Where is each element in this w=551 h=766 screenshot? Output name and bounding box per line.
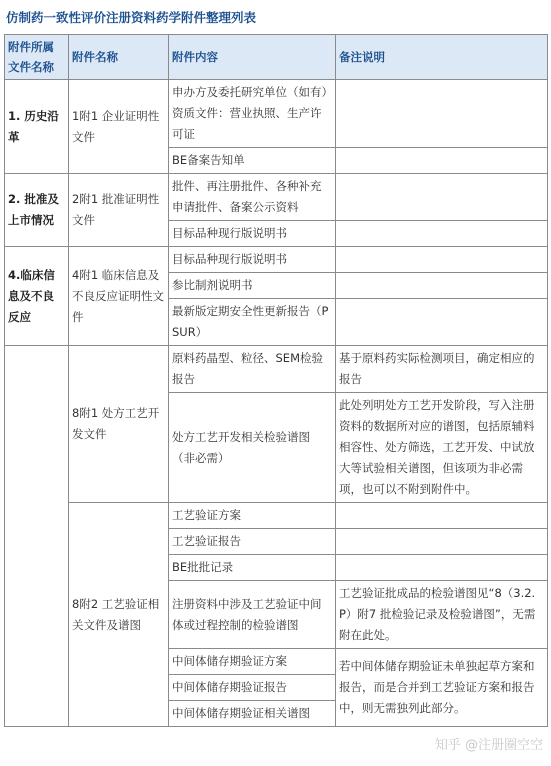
content-cell: 中间体储存期验证报告: [169, 675, 336, 701]
table-row: [5, 174, 548, 221]
content-cell: 目标品种现行版说明书: [169, 247, 336, 273]
note-cell: [336, 299, 548, 346]
content-cell: 目标品种现行版说明书: [169, 221, 336, 247]
group-name-cell: 4.临床信息及不良反应: [5, 247, 69, 346]
note-cell: 若中间体储存期验证未单独起草方案和报告，而是合并到工艺验证方案和报告中，则无需独列此部分。: [336, 649, 548, 727]
group-name-cell: [5, 346, 69, 727]
note-cell: 此处列明处方工艺开发阶段，写入注册资料的数据所对应的谱图，包括原辅料相容性、处方筛选，工艺开发、中试放大等试验相关谱图，但该项为非必需项，也可以不附到附件中。: [336, 393, 548, 503]
header-cell-attachment-name: 附件名称: [69, 35, 169, 80]
note-cell: [336, 529, 548, 555]
group-name-cell: 2. 批准及上市情况: [5, 174, 69, 247]
content-cell: 中间体储存期验证方案: [169, 649, 336, 675]
content-cell: 中间体储存期验证相关谱图: [169, 701, 336, 727]
content-cell: 注册资料中涉及工艺验证中间体或过程控制的检验谱图: [169, 581, 336, 649]
group-name-cell: 1. 历史沿革: [5, 80, 69, 174]
note-cell: [336, 555, 548, 581]
note-cell: [336, 221, 548, 247]
note-cell: [336, 503, 548, 529]
table-row: [5, 346, 548, 393]
content-cell: 工艺验证报告: [169, 529, 336, 555]
note-cell: [336, 174, 548, 221]
content-cell: 申办方及委托研究单位（如有）资质文件：营业执照、生产许可证: [169, 80, 336, 148]
attachment-name-cell: 8附2 工艺验证相关文件及谱图: [69, 503, 169, 727]
note-cell: [336, 273, 548, 299]
content-cell: 最新版定期安全性更新报告（PSUR）: [169, 299, 336, 346]
note-cell: 基于原料药实际检测项目，确定相应的报告: [336, 346, 548, 393]
attachment-name-cell: 8附1 处方工艺开发文件: [69, 346, 169, 503]
content-cell: 工艺验证方案: [169, 503, 336, 529]
table-row: [5, 503, 548, 529]
content-cell: BE批批记录: [169, 555, 336, 581]
watermark: 知乎 @注册圈空空: [434, 738, 543, 753]
attachment-name-cell: 4附1 临床信息及不良反应证明性文件: [69, 247, 169, 346]
note-cell: [336, 148, 548, 174]
header-cell-content: 附件内容: [169, 35, 336, 80]
header-cell-group: 附件所属文件名称: [5, 35, 69, 80]
note-cell: [336, 80, 548, 148]
page-title: 仿制药一致性评价注册资料药学附件整理列表: [6, 10, 257, 25]
content-cell: BE备案告知单: [169, 148, 336, 174]
attachment-name-cell: 2附1 批准证明性文件: [69, 174, 169, 247]
table-header-row: [5, 35, 548, 80]
table-row: [5, 80, 548, 148]
content-cell: 处方工艺开发相关检验谱图（非必需）: [169, 393, 336, 503]
content-cell: 原料药晶型、粒径、SEM检验报告: [169, 346, 336, 393]
attachment-table: [4, 34, 548, 727]
content-cell: 参比制剂说明书: [169, 273, 336, 299]
note-cell: [336, 247, 548, 273]
table-row: [5, 247, 548, 273]
header-cell-notes: 备注说明: [336, 35, 548, 80]
attachment-name-cell: 1附1 企业证明性文件: [69, 80, 169, 174]
content-cell: 批件、再注册批件、各种补充申请批件、备案公示资料: [169, 174, 336, 221]
note-cell: 工艺验证批成品的检验谱图见“8（3.2.P）附7 批检验记录及检验谱图”，无需附在此处。: [336, 581, 548, 649]
